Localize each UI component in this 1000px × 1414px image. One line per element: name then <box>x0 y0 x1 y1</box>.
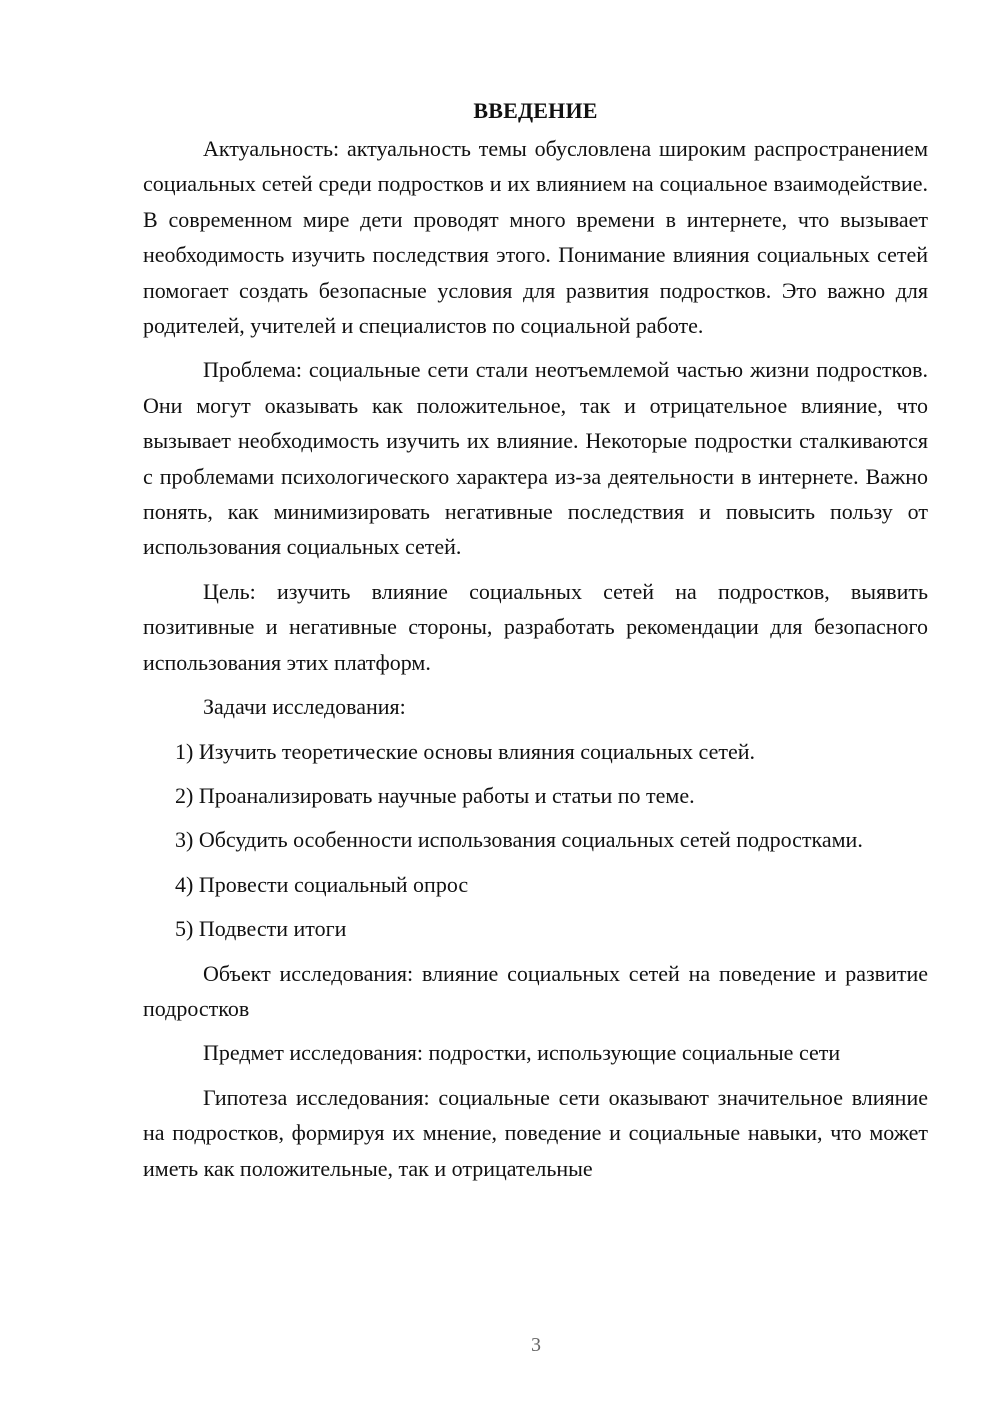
section-title: ВВЕДЕНИЕ <box>473 98 598 123</box>
paragraph-hypothesis: Гипотеза исследования: социальные сети оказывают значительное влияние на подростков, формируя их мнение, поведение и социальные навыки, что может иметь как положительные, так и отрицательные <box>143 1084 928 1181</box>
task-item-2: 2) Проанализировать научные работы и статьи по теме. <box>175 782 695 808</box>
paragraph-object: Объект исследования: влияние социальных сетей на поведение и развитие подростков <box>143 960 928 1021</box>
paragraph-goal: Цель: изучить влияние социальных сетей на подростков, выявить позитивные и негативные стороны, разработать рекомендации для безопасного использования этих платформ. <box>143 578 928 675</box>
task-item-3: 3) Обсудить особенности использования социальных сетей подростками. <box>175 827 863 853</box>
task-item-1: 1) Изучить теоретические основы влияния социальных сетей. <box>175 738 756 764</box>
paragraph-subject: Предмет исследования: подростки, использующие социальные сети <box>203 1040 841 1066</box>
task-item-5: 5) Подвести итоги <box>175 916 347 942</box>
document-page <box>143 96 928 1195</box>
paragraph-problem: Проблема: социальные сети стали неотъемлемой частью жизни подростков. Они могут оказывать как положительное, так и отрицательное влияние, что вызывает необходимость изучить их влияние. Некоторые подростки сталкиваются с проблемами психологического характера из-за деятельности в интернете. Важно понять, как минимизировать негативные последствия и повысить пользу от использования социальных сетей. <box>143 357 928 560</box>
paragraph-tasks-heading: Задачи исследования: <box>203 694 406 720</box>
page-number: 3 <box>531 1334 541 1356</box>
task-item-4: 4) Провести социальный опрос <box>175 871 469 897</box>
paragraph-relevance: Актуальность: актуальность темы обусловлена широким распространением социальных сетей среди подростков и их влиянием на социальное взаимодействие. В современном мире дети проводят много времени в интернете, что вызывает необходимость изучить последствия этого. Понимание влияния социальных сетей помогает создать безопасные условия для развития подростков. Это важно для родителей, учителей и специалистов по социальной работе. <box>143 136 928 339</box>
